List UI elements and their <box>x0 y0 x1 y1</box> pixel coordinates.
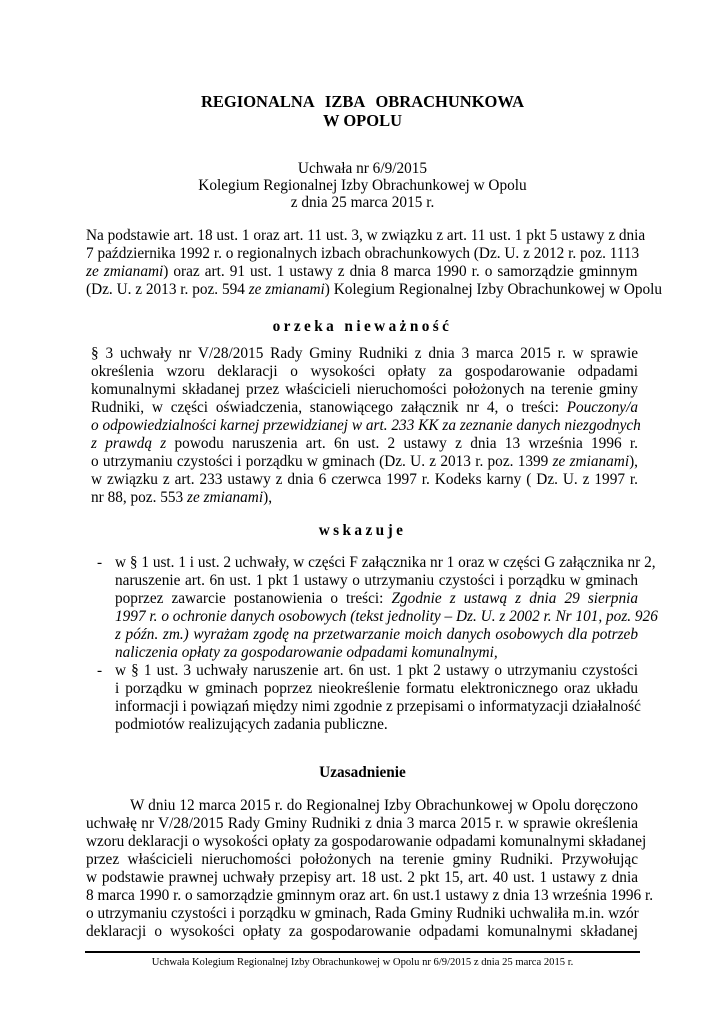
resolution-date: z dnia 25 marca 2015 r. <box>290 194 435 211</box>
org-location: W OPOLU <box>323 111 402 130</box>
indication-line: naruszenie art. 6n ust. 1 pkt 1 ustawy o utrzymaniu czystości i porządku w gminach <box>115 572 638 589</box>
verdict-italic: ze zmianami <box>552 453 630 470</box>
verdict-line: § 3 uchwały nr V/28/2015 Rady Gminy Rudniki z dnia 3 marca 2015 r. w sprawie <box>91 345 638 362</box>
verdict-text: powodu naruszenia art. 6n ust. 2 ustawy z dnia 13 września 1996 r. <box>166 435 638 452</box>
verdict-line: o odpowiedzialności karnej przewidzianej w art. 233 KK za zeznanie danych niezgodnych <box>91 417 641 434</box>
indication-line: z późn. zm.) wyrażam zgodę na przetwarzanie moich danych osobowych dla potrzeb <box>115 626 638 643</box>
justification-line: w podstawie prawnej uchwały przepisy art. 18 ust. 2 pkt 15, art. 40 ust. 1 ustawy z dnia <box>86 869 638 886</box>
org-name: REGIONALNA IZBA OBRACHUNKOWA <box>201 92 524 111</box>
verdict-text: ), <box>263 489 273 506</box>
justification-line: W dniu 12 marca 2015 r. do Regionalnej Izby Obrachunkowej w Opolu doręczono <box>130 797 638 814</box>
basis-line <box>86 263 638 282</box>
basis-line: 7 października 1992 r. o regionalnych izbach obrachunkowych (Dz. U. z 2012 r. poz. 1113 <box>86 245 640 262</box>
basis-text: ) oraz art. 91 ust. 1 ustawy z dnia 8 marca 1990 r. o samorządzie gminnym <box>163 263 638 280</box>
basis-italic: ze zmianami <box>86 263 164 280</box>
verdict-line <box>91 489 272 508</box>
indication-line: informacji i powiązań między nimi zgodnie z przepisami o informatyzacji działalność <box>115 698 641 715</box>
verdict-text: o utrzymaniu czystości i porządku w gminach (Dz. U. z 2013 r. poz. 1399 <box>91 453 553 470</box>
verdict-line <box>91 435 638 454</box>
verdict-italic: z prawdą z <box>91 435 167 452</box>
verdict-italic: ze zmianami <box>187 489 264 506</box>
verdict-line: określenia wzoru deklaracji o wysokości opłaty za gospodarowanie odpadami <box>91 363 638 380</box>
basis-text: (Dz. U. z 2013 r. poz. 594 <box>86 281 249 298</box>
justification-line: uchwałę nr V/28/2015 Rady Gminy Rudniki z dnia 3 marca 2015 r. w sprawie określenia <box>86 815 638 832</box>
basis-italic: ze zmianami <box>248 281 325 298</box>
indication-line: 1997 r. o ochronie danych osobowych (tekst jednolity – Dz. U. z 2002 r. Nr 101, poz. 926 <box>115 608 658 625</box>
basis-line: Na podstawie art. 18 ust. 1 oraz art. 11 ust. 3, w związku z art. 11 ust. 1 pkt 5 ustawy z dnia <box>86 227 646 244</box>
verdict-line <box>91 399 638 418</box>
indication-line: podmiotów realizujących zadania publiczne. <box>115 716 388 733</box>
bullet-dash: - <box>97 554 103 571</box>
bullet-dash: - <box>97 662 103 679</box>
basis-line <box>86 281 662 300</box>
indication-heading: wskazuje <box>318 522 407 539</box>
verdict-text: nr 88, poz. 553 <box>91 489 188 506</box>
basis-text: ) Kolegium Regionalnej Izby Obrachunkowej w Opolu <box>324 281 663 298</box>
justification-line: deklaracji o wysokości opłaty za gospodarowanie odpadami komunalnymi składanej <box>86 923 638 940</box>
indication-text: poprzez zawarcie postanowienia o treści: <box>115 590 392 607</box>
footer-divider <box>85 951 640 953</box>
indication-line: i porządku w gminach poprzez nieokreślenie formatu elektronicznego oraz układu <box>115 680 638 697</box>
indication-line: naliczenia opłaty za gospodarowanie odpadami komunalnymi, <box>115 644 498 661</box>
page-footer: Uchwała Kolegium Regionalnej Izby Obrachunkowej w Opolu nr 6/9/2015 z dnia 25 marca 2015 r. <box>151 957 574 968</box>
justification-line: wzoru deklaracji o wysokości opłaty za gospodarowanie odpadami komunalnymi składanej <box>86 833 647 850</box>
resolution-body: Kolegium Regionalnej Izby Obrachunkowej w Opolu <box>198 177 527 194</box>
verdict-line: komunalnymi składanej przez właścicieli nieruchomości położonych na terenie gminy <box>91 381 638 398</box>
indication-line <box>115 590 638 609</box>
justification-line: o utrzymaniu czystości i porządku w gminach, Rada Gminy Rudniki uchwaliła m.in. wzór <box>86 905 639 922</box>
verdict-heading: orzeka nieważność <box>272 318 453 335</box>
justification-heading: Uzasadnienie <box>319 764 406 781</box>
indication-italic: Zgodnie z ustawą z dnia 29 sierpnia <box>391 590 638 607</box>
verdict-line: w związku z art. 233 ustawy z dnia 6 czerwca 1997 r. Kodeks karny ( Dz. U. z 1997 r. <box>91 471 638 488</box>
verdict-line <box>91 453 638 472</box>
resolution-number: Uchwała nr 6/9/2015 <box>297 160 428 177</box>
verdict-italic: Pouczony/a <box>566 399 638 416</box>
indication-line: w § 1 ust. 3 uchwały naruszenie art. 6n ust. 1 pkt 2 ustawy o utrzymaniu czystości <box>115 662 638 679</box>
indication-line: w § 1 ust. 1 i ust. 2 uchwały, w części F załącznika nr 1 oraz w części G załącznika nr 2, <box>115 554 656 571</box>
justification-line: 8 marca 1990 r. o samorządzie gminnym oraz art. 6n ust.1 ustawy z dnia 13 września 1996 r. <box>86 887 654 904</box>
verdict-text: Rudniki, w części oświadczenia, stanowiącego załącznik nr 4, o treści: <box>91 399 567 416</box>
justification-line: przez właścicieli nieruchomości położonych na terenie gminy Rudniki. Przywołując <box>86 851 638 868</box>
verdict-text: ), <box>629 453 638 470</box>
